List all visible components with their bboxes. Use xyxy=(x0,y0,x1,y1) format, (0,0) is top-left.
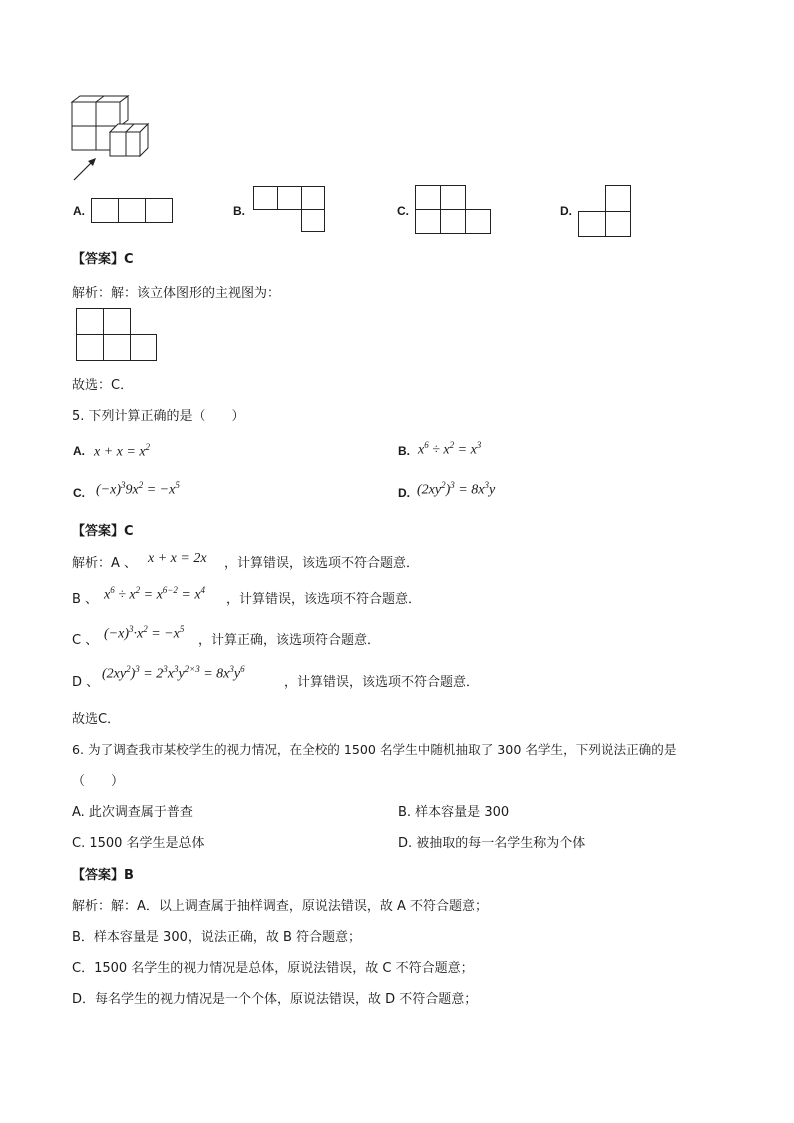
q5-analysis-b-formula: $x^6 \div x^2 = x^{6-2} = x^4$ xyxy=(104,585,206,603)
q6-option-a: A. 此次调查属于普查 xyxy=(72,805,193,820)
q5-title: 5. 下列计算正确的是（ ） xyxy=(72,409,245,424)
q5-option-a-label: A. xyxy=(73,444,85,458)
q5-option-a-formula: $x + x = x^2$ xyxy=(94,442,151,460)
q5-option-d-formula: $(2xy^2)^3 = 8x^3y$ xyxy=(417,480,496,498)
q4-answer: 【答案】C xyxy=(72,252,134,267)
q6-title-cont: （ ） xyxy=(72,774,125,789)
q5-option-b-label: B. xyxy=(398,444,410,458)
q5-option-c-label: C. xyxy=(73,486,85,500)
q5-analysis-c-suffix: ，计算正确，该选项符合题意． xyxy=(198,633,381,648)
q5-analysis-a-formula: x + x = 2x xyxy=(148,551,207,566)
q4-option-c-label: C. xyxy=(397,204,409,218)
q4-option-d-label: D. xyxy=(560,204,572,218)
q5-analysis-b-prefix: B 、 xyxy=(72,592,99,607)
q6-analysis-line-4: D．每名学生的视力情况是一个个体，原说法错误，故 D 不符合题意； xyxy=(72,992,478,1007)
q5-analysis-c-prefix: C 、 xyxy=(72,633,99,648)
q6-answer: 【答案】B xyxy=(72,868,134,883)
q4-option-b-figure xyxy=(253,186,325,232)
cube-figure xyxy=(66,94,156,184)
q4-option-c-figure xyxy=(415,185,491,234)
q5-analysis-a-suffix: ，计算错误，该选项不符合题意． xyxy=(224,556,420,571)
q5-option-c-formula: $(-x)^39x^2 = -x^5$ xyxy=(96,480,180,498)
q4-analysis: 解析：解：该立体图形的主视图为： xyxy=(72,286,281,301)
q4-option-d-figure xyxy=(578,185,631,237)
q5-analysis-a-prefix: 解析：A 、 xyxy=(72,556,138,571)
q6-analysis-line-2: B．样本容量是 300，说法正确，故 B 符合题意； xyxy=(72,930,362,945)
q4-front-view-figure xyxy=(76,308,157,361)
q4-option-a-figure xyxy=(91,198,173,223)
q4-option-b-label: B. xyxy=(233,204,245,218)
q6-option-c: C. 1500 名学生是总体 xyxy=(72,836,205,851)
q5-option-d-label: D. xyxy=(398,486,410,500)
q5-analysis-d-formula: $(2xy^2)^3 = 2^3x^3y^{2\times 3} = 8x^3y^6$ xyxy=(102,664,245,682)
q5-conclusion: 故选C． xyxy=(72,712,121,727)
q5-analysis-c-formula: $(-x)^3\cdot x^2 = -x^5$ xyxy=(104,624,185,642)
q5-answer: 【答案】C xyxy=(72,524,134,539)
q6-analysis-line-3: C．1500 名学生的视力情况是总体，原说法错误，故 C 不符合题意； xyxy=(72,961,474,976)
q6-option-d: D. 被抽取的每一名学生称为个体 xyxy=(398,836,586,851)
q4-option-a-label: A. xyxy=(73,204,85,218)
q5-analysis-d-suffix: ，计算错误，该选项不符合题意． xyxy=(284,675,480,690)
q6-analysis-line-1: 解析：解：A．以上调查属于抽样调查，原说法错误，故 A 不符合题意； xyxy=(72,899,489,914)
q6-title: 6. 为了调查我市某校学生的视力情况，在全校的 1500 名学生中随机抽取了 300 名学生，下列说法正确的是 xyxy=(72,742,677,757)
q6-option-b: B. 样本容量是 300 xyxy=(398,805,510,820)
q5-option-b-formula: $x^6 \div x^2 = x^3$ xyxy=(418,440,482,458)
q5-analysis-d-prefix: D 、 xyxy=(72,675,100,690)
q4-conclusion: 故选：C． xyxy=(72,378,134,393)
q5-analysis-b-suffix: ，计算错误，该选项不符合题意． xyxy=(226,592,422,607)
